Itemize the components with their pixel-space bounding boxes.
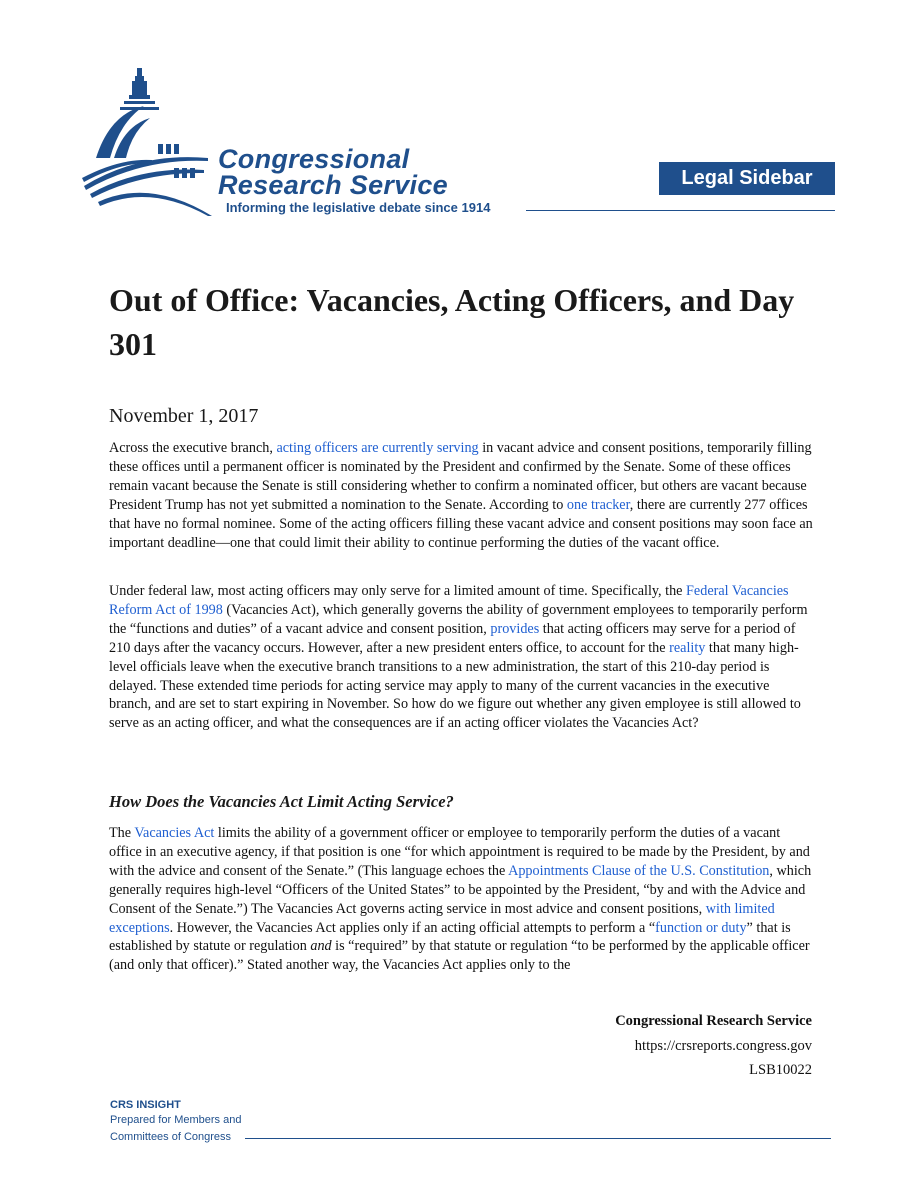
document-title: Out of Office: Vacancies, Acting Officers, and Day 301 bbox=[109, 282, 795, 362]
text-run: (Vacancies Act), which generally governs the ability of government employees to temporarily perform the “functions and duties” of a vacant advice and consent position, bbox=[109, 601, 808, 637]
section-heading: How Does the Vacancies Act Limit Acting Service? bbox=[109, 792, 454, 811]
publication-date: November 1, 2017 bbox=[109, 405, 259, 427]
org-name-line1: Congressional bbox=[218, 144, 410, 174]
text-run: ” that is established by statute or regulation bbox=[109, 919, 791, 955]
link-vacancies-act[interactable]: Vacancies Act bbox=[134, 825, 215, 841]
link-vacancies-reform-act[interactable]: Federal Vacancies Reform Act of 1998 bbox=[109, 583, 789, 618]
text-run: is “required” by that statute or regulation “to be performed by the applicable officer (and only that officer).” Stated another way, the Vacancies Act applies only to the bbox=[109, 938, 810, 974]
link-appointments-clause[interactable]: Appointments Clause of the U.S. Constitution bbox=[508, 862, 770, 879]
link-one-tracker[interactable]: one tracker bbox=[566, 496, 630, 513]
capitol-dome-icon bbox=[80, 66, 220, 221]
header-divider bbox=[526, 210, 835, 211]
text-run: . However, the Vacancies Act applies only if an acting official attempts to perform a “ bbox=[169, 919, 656, 936]
footer-divider bbox=[245, 1138, 831, 1139]
text-run: that many high-level officials leave when the executive branch transitions to a new administration, the start of this 210-day period is delayed. These extended time periods for acting service may apply to many of the current vacancies in the executive branch, and are set to start expiring in November. So how do we figure out whether any given employee is still allowed to serve as an acting officer, and what the consequences are if an acting officer violates the Vacancies Act? bbox=[109, 639, 801, 732]
text-run: The bbox=[109, 825, 135, 841]
body-paragraph-3 bbox=[109, 824, 813, 975]
org-tagline: Informing the legislative debate since 1914 bbox=[226, 200, 491, 215]
text-run: limits the ability of a government officer or employee to temporarily perform the duties of a vacant office in an executive agency, if that position is one “for which appointment is required to be made by the President, by and with the advice and consent of the Senate.” (This language echoes the bbox=[109, 825, 810, 879]
body-paragraph-1 bbox=[109, 439, 813, 552]
footer-report-id: LSB10022 bbox=[749, 1062, 812, 1078]
emphasis-and: and bbox=[310, 938, 332, 955]
link-acting-officers-serving[interactable]: acting officers are currently serving bbox=[276, 440, 479, 456]
text-run: , which generally requires high-level “Officers of the United States” to be appointed by the President, “by and with the Advice and Consent of the Senate.”) The Vacancies Act governs acting service in most advice and consent positions, bbox=[109, 862, 812, 917]
footer-url-link[interactable]: https://crsreports.congress.gov bbox=[634, 1038, 812, 1054]
link-reality[interactable]: reality bbox=[669, 639, 706, 656]
insight-line-1: Prepared for Members and bbox=[110, 1114, 242, 1126]
text-run: , there are currently 277 offices that have no formal nominee. Some of the acting officers filling these vacant advice and consent positions may soon face an important deadline—one that could limit their ability to continue performing the duties of the vacant office. bbox=[109, 496, 813, 551]
link-limited-exceptions[interactable]: with limited exceptions bbox=[109, 900, 775, 936]
footer-org-name: Congressional Research Service bbox=[615, 1013, 812, 1029]
text-run: Under federal law, most acting officers may only serve for a limited amount of time. Specifically, the bbox=[109, 583, 687, 599]
link-function-or-duty[interactable]: function or duty bbox=[655, 919, 747, 936]
text-run: Across the executive branch, bbox=[109, 440, 277, 456]
crs-insight-label: CRS INSIGHT bbox=[110, 1099, 181, 1111]
insight-line-2: Committees of Congress bbox=[110, 1131, 232, 1143]
link-provides[interactable]: provides bbox=[490, 620, 540, 637]
org-name-line2: Research Service bbox=[218, 170, 448, 200]
legal-sidebar-badge: Legal Sidebar bbox=[659, 162, 835, 195]
body-paragraph-2 bbox=[109, 582, 813, 733]
text-run: in vacant advice and consent positions, temporarily filling these offices until a permanent officer is nominated by the President and confirmed by the Senate. Some of these offices remain vacant because the Senate is still considering whether to confirm a nominated officer, but others are vacant because President Trump has not yet submitted a nomination to the Senate. According to bbox=[109, 440, 812, 513]
text-run: that acting officers may serve for a period of 210 days after the vacancy occurs. However, after a new president enters office, to account for the bbox=[109, 620, 796, 656]
